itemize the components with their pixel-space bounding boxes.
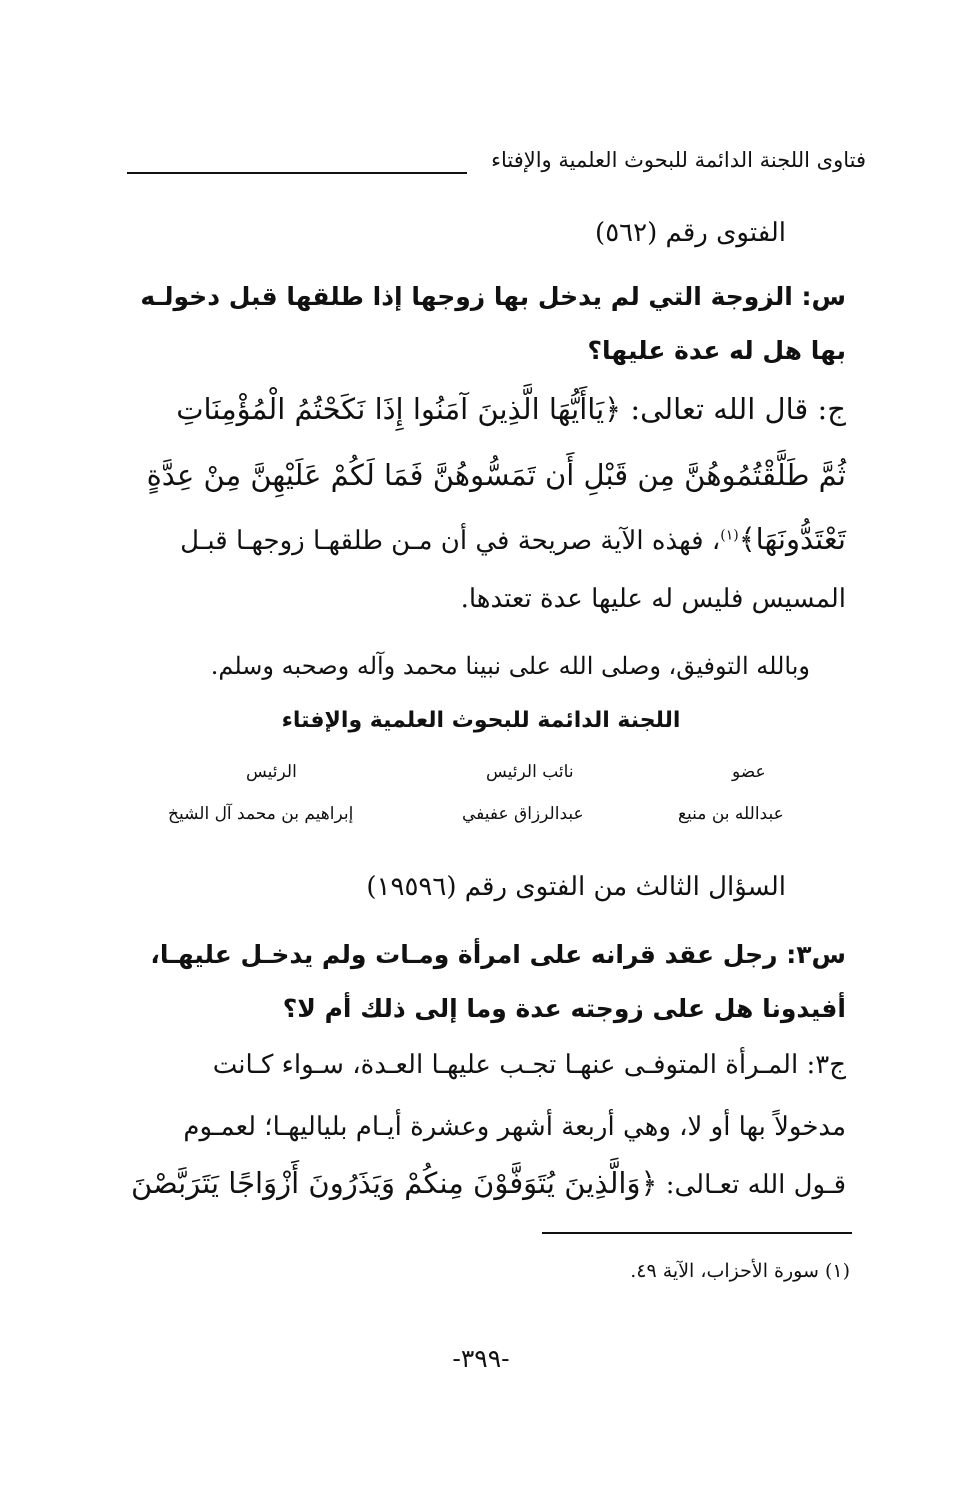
footnote-rule: [542, 1232, 852, 1234]
signature-role: عضو: [732, 762, 766, 782]
page-number: -٣٩٩-: [452, 1344, 510, 1373]
signature-role: الرئيس: [246, 762, 297, 782]
question-line: س٣: رجل عقد قرانه على امرأة ومـات ولم يدخـل عليهـا،: [150, 940, 846, 969]
footnote-ref: (١): [720, 527, 739, 544]
question-line: أفيدونا هل على زوجته عدة وما إلى ذلك أم لا؟: [282, 994, 846, 1023]
running-header: فتاوى اللجنة الدائمة للبحوث العلمية والإفتاء: [491, 148, 866, 172]
signature-name: إبراهيم بن محمد آل الشيخ: [168, 804, 354, 824]
question-line: س: الزوجة التي لم يدخل بها زوجها إذا طلقها قبل دخولـه: [140, 282, 846, 311]
closing-line: وبالله التوفيق، وصلى الله على نبينا محمد وآله وصحبه وسلم.: [210, 652, 810, 680]
signature-role: نائب الرئيس: [486, 762, 574, 782]
answer-line: [131, 1166, 846, 1200]
answer-line: [180, 522, 846, 556]
signature-name: عبدالرزاق عفيفي: [462, 804, 584, 824]
answer-line: ج٣: المـرأة المتوفـى عنهـا تجـب عليهـا العـدة، سـواء كـانت: [212, 1050, 846, 1080]
quran-verse-end: تَعْتَدُّونَهَا﴾: [738, 522, 846, 556]
header-rule: [127, 172, 467, 174]
answer-line: مدخولاً بها أو لا، وهي أربعة أشهر وعشرة أيـام بلياليهـا؛ لعمـوم: [183, 1112, 846, 1142]
answer-line: المسيس فليس له عليها عدة تعتدها.: [460, 584, 846, 614]
answer-text: ، فهذه الآية صريحة في أن مـن طلقهـا زوجهـا قبـل: [180, 526, 721, 556]
quran-verse-line: ثُمَّ طَلَّقْتُمُوهُنَّ مِن قَبْلِ أَن تَمَسُّوهُنَّ فَمَا لَكُمْ عَلَيْهِنَّ مِنْ عِدَّةٍ: [146, 458, 846, 492]
fatwa-heading: السؤال الثالث من الفتوى رقم (١٩٥٩٦): [366, 872, 786, 902]
quran-verse-line: ﴿وَالَّذِينَ يُتَوَفَّوْنَ مِنكُمْ وَيَذَرُونَ أَزْوَاجًا يَتَرَبَّصْنَ: [130, 1166, 658, 1200]
signature-name: عبدالله بن منيع: [678, 804, 784, 824]
committee-title: اللجنة الدائمة للبحوث العلمية والإفتاء: [281, 708, 681, 733]
question-line: بها هل له عدة عليها؟: [587, 336, 846, 365]
answer-line: ج: قال الله تعالى: ﴿يَاأَيُّهَا الَّذِينَ آمَنُوا إِذَا نَكَحْتُمُ الْمُؤْمِنَاتِ: [176, 392, 846, 426]
footnote: (١) سورة الأحزاب، الآية ٤٩.: [630, 1260, 850, 1282]
fatwa-heading: الفتوى رقم (٥٦٢): [595, 218, 786, 248]
answer-text: قـول الله تعـالى:: [657, 1170, 846, 1200]
